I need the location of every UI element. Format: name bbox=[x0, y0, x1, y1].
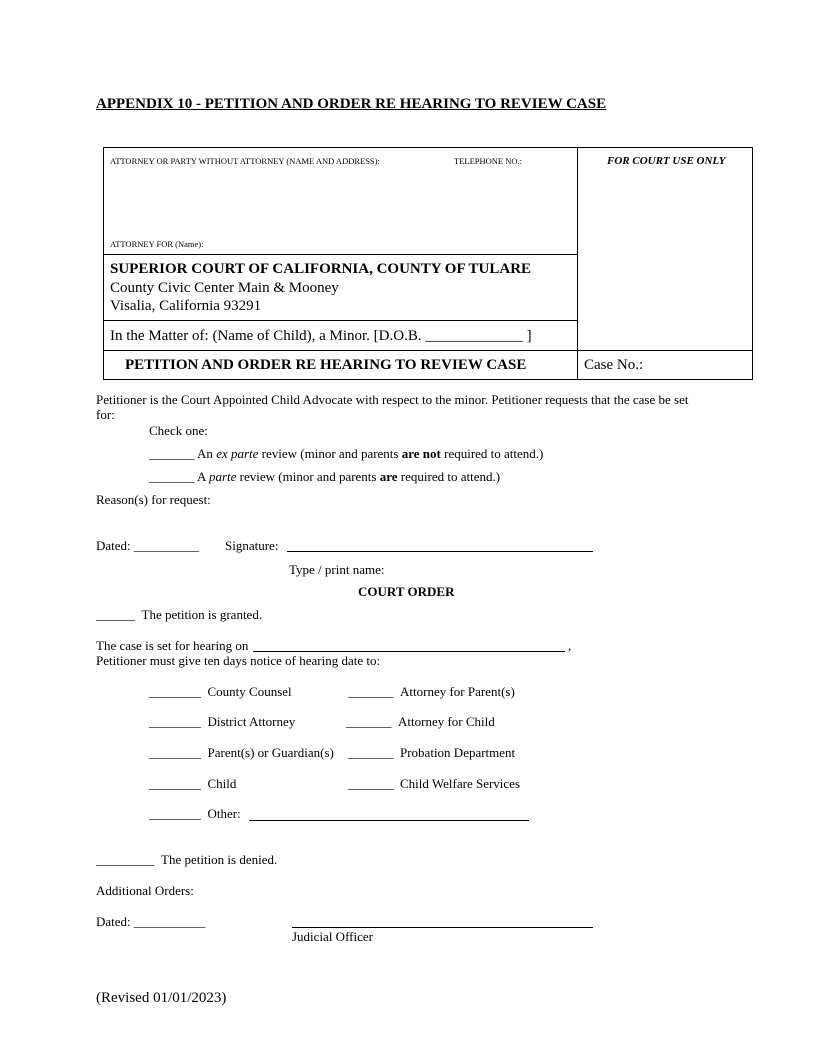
case-number-label: Case No.: bbox=[584, 357, 644, 373]
a-parte-option[interactable] bbox=[149, 469, 500, 485]
intro-line-2: for: bbox=[96, 407, 115, 422]
judicial-signature-line[interactable] bbox=[292, 927, 593, 928]
reasons-label: Reason(s) for request: bbox=[96, 492, 211, 507]
notice-other[interactable] bbox=[149, 806, 241, 822]
document-title: PETITION AND ORDER RE HEARING TO REVIEW CASE bbox=[125, 357, 527, 373]
notice-county-counsel[interactable] bbox=[149, 684, 292, 700]
judicial-officer-label: Judicial Officer bbox=[292, 929, 373, 944]
other-blank: ________ bbox=[149, 806, 201, 821]
notice-blank: _______ bbox=[348, 776, 394, 791]
notice-parents-guardians[interactable] bbox=[149, 745, 334, 761]
notice-child[interactable] bbox=[149, 776, 236, 792]
a-parte-prefix: A bbox=[197, 469, 209, 484]
ex-parte-option[interactable] bbox=[149, 446, 543, 462]
notice-attorney-parents[interactable] bbox=[348, 684, 515, 700]
hearing-comma: , bbox=[568, 638, 572, 653]
denied-text: The petition is denied. bbox=[161, 852, 278, 867]
ex-parte-suffix: required to attend.) bbox=[440, 446, 544, 461]
notice-district-attorney[interactable] bbox=[149, 714, 295, 730]
notice-blank: _______ bbox=[348, 684, 394, 699]
denied-blank: _________ bbox=[96, 852, 155, 867]
hearing-date-line[interactable] bbox=[253, 651, 565, 652]
type-print-name-label: Type / print name: bbox=[289, 562, 385, 577]
notice-blank: ________ bbox=[149, 776, 201, 791]
a-parte-blank: _______ bbox=[149, 469, 195, 484]
notice-label: County Counsel bbox=[207, 684, 292, 699]
notice-child-welfare[interactable] bbox=[348, 776, 520, 792]
other-line[interactable] bbox=[249, 820, 529, 821]
granted-text: The petition is granted. bbox=[141, 607, 263, 622]
notice-blank: _______ bbox=[348, 745, 394, 760]
attorney-for-label: ATTORNEY FOR (Name): bbox=[110, 239, 204, 249]
granted-blank: ______ bbox=[96, 607, 135, 622]
a-parte-suffix: required to attend.) bbox=[397, 469, 501, 484]
notice-label: District Attorney bbox=[207, 714, 296, 729]
signature-label: Signature: bbox=[225, 538, 279, 553]
a-parte-italic: parte bbox=[208, 469, 237, 484]
revised-date: (Revised 01/01/2023) bbox=[96, 990, 227, 1006]
notice-label: Child Welfare Services bbox=[400, 776, 521, 791]
notice-blank: ________ bbox=[149, 684, 201, 699]
check-one-label: Check one: bbox=[149, 423, 208, 438]
other-label: Other: bbox=[207, 806, 241, 821]
ex-parte-bold: are not bbox=[401, 446, 441, 461]
ex-parte-middle: review (minor and parents bbox=[258, 446, 402, 461]
order-dated-label[interactable]: Dated: ___________ bbox=[96, 914, 206, 929]
court-name: SUPERIOR COURT OF CALIFORNIA, COUNTY OF TULARE bbox=[110, 261, 532, 277]
court-order-heading: COURT ORDER bbox=[358, 584, 455, 599]
attorney-label: ATTORNEY OR PARTY WITHOUT ATTORNEY (NAME AND ADDRESS): bbox=[110, 156, 380, 166]
notice-blank: ________ bbox=[149, 745, 201, 760]
notice-probation[interactable] bbox=[348, 745, 515, 761]
caption-vertical-divider bbox=[577, 147, 578, 380]
notice-attorney-child[interactable] bbox=[346, 714, 495, 730]
notice-blank: ________ bbox=[149, 714, 201, 729]
caption-divider-court bbox=[103, 320, 577, 321]
caption-divider-title bbox=[103, 350, 753, 351]
ex-parte-italic: ex parte bbox=[216, 446, 259, 461]
ex-parte-blank: _______ bbox=[149, 446, 195, 461]
petition-dated-label[interactable]: Dated: __________ bbox=[96, 538, 199, 553]
notice-blank: _______ bbox=[346, 714, 392, 729]
matter-of-line: In the Matter of: (Name of Child), a Minor. [D.O.B. _____________ ] bbox=[110, 328, 532, 344]
granted-row[interactable] bbox=[96, 607, 262, 623]
ex-parte-prefix: An bbox=[197, 446, 217, 461]
page-title: APPENDIX 10 - PETITION AND ORDER RE HEARING TO REVIEW CASE bbox=[96, 96, 607, 112]
notice-label: Attorney for Child bbox=[398, 714, 495, 729]
a-parte-middle: review (minor and parents bbox=[236, 469, 380, 484]
caption-divider-attorney bbox=[103, 254, 577, 255]
notice-text: Petitioner must give ten days notice of hearing date to: bbox=[96, 653, 381, 668]
notice-label: Attorney for Parent(s) bbox=[400, 684, 515, 699]
denied-row[interactable] bbox=[96, 852, 277, 868]
intro-line-1: Petitioner is the Court Appointed Child Advocate with respect to the minor. Petitioner requests that the case be set bbox=[96, 392, 689, 407]
notice-label: Child bbox=[207, 776, 237, 791]
notice-label: Probation Department bbox=[400, 745, 516, 760]
notice-label: Parent(s) or Guardian(s) bbox=[207, 745, 334, 760]
telephone-label: TELEPHONE NO.: bbox=[454, 156, 522, 166]
hearing-label: The case is set for hearing on bbox=[96, 638, 249, 653]
signature-line[interactable] bbox=[287, 551, 593, 552]
a-parte-bold: are bbox=[379, 469, 398, 484]
additional-orders-label: Additional Orders: bbox=[96, 883, 194, 898]
court-use-label: FOR COURT USE ONLY bbox=[607, 155, 726, 167]
court-address-1: County Civic Center Main & Mooney bbox=[110, 280, 339, 296]
court-address-2: Visalia, California 93291 bbox=[110, 298, 262, 314]
